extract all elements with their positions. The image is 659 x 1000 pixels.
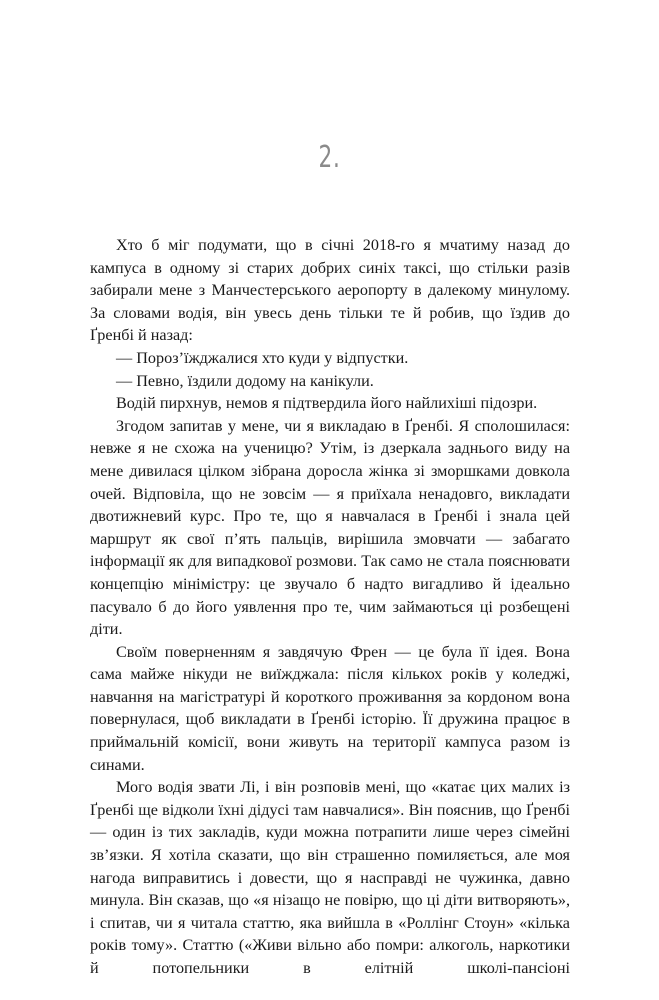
body-text [90, 234, 570, 980]
paragraph: Мого водія звати Лі, і він розповів мені, що «катає цих малих із Ґренбі ще відколи їхні дідусі там навчалися». Він пояснив, що Ґренбі — один із тих закладів, куди можна потрапити лише через сімейні звʼязки. Я хотіла сказати, що він страшенно помиляється, але моя нагода виправитись і довести, що я насправді не чужинка, давно минула. Він сказав, що «я нізащо не повірю, що ці діти витворяють», і спитав, чи я читала статтю, яка вийшла в «Роллінг Стоун» «кілька років тому». Статтю («Живи вільно або помри: алкоголь, наркотики й потопельники в елітній школі-пансіоні [90, 778, 570, 977]
paragraph: Своїм поверненням я завдячую Френ — це була її ідея. Вона сама майже нікуди не виїжджала: після кількох років у коледжі, навчання на магістратурі й короткого проживання за кордоном вона повернулася, щоб викладати в Ґренбі історію. Її дружина працює в приймальній комісії, вони живуть на території кампуса разом із синами. [90, 642, 570, 774]
paragraph: Хто б міг подумати, що в січні 2018-го я мчатиму назад до кампуса в одному зі старих добрих синіх таксі, що стільки разів забирали мене з Манчестерського аеропорту в далекому минулому. За словами водія, він увесь день тільки те й робив, що їздив до Ґренбі й назад: [90, 236, 570, 345]
dialogue-line: — Певно, їздили додому на канікули. [116, 371, 374, 390]
chapter-number: 2. [318, 140, 341, 175]
dialogue-line: — Порозʼїжджалися хто куди у відпустки. [116, 348, 409, 367]
paragraph: Згодом запитав у мене, чи я викладаю в Ґренбі. Я сполошилася: невже я не схожа на ученицю? Утім, із дзеркала заднього виду на мене дивилася цілком зібрана доросла жінка зі зморшками довкола очей. Відповіла, що не зовсім — я приїхала ненадовго, викладати двотижневий курс. Про те, що я навчалася в Ґренбі і знала цей маршрут як свої пʼять пальців, вирішила змовчати — забагато інформації як для випадкової розмови. Так само не стала пояснювати концепцію мінімістру: це звучало б надто вигадливо й ідеально пасувало б до його уявлення про те, чим займаються ці розбещені діти. [90, 416, 570, 639]
paragraph: Водій пирхнув, немов я підтвердила його найлихіші підозри. [116, 394, 538, 413]
